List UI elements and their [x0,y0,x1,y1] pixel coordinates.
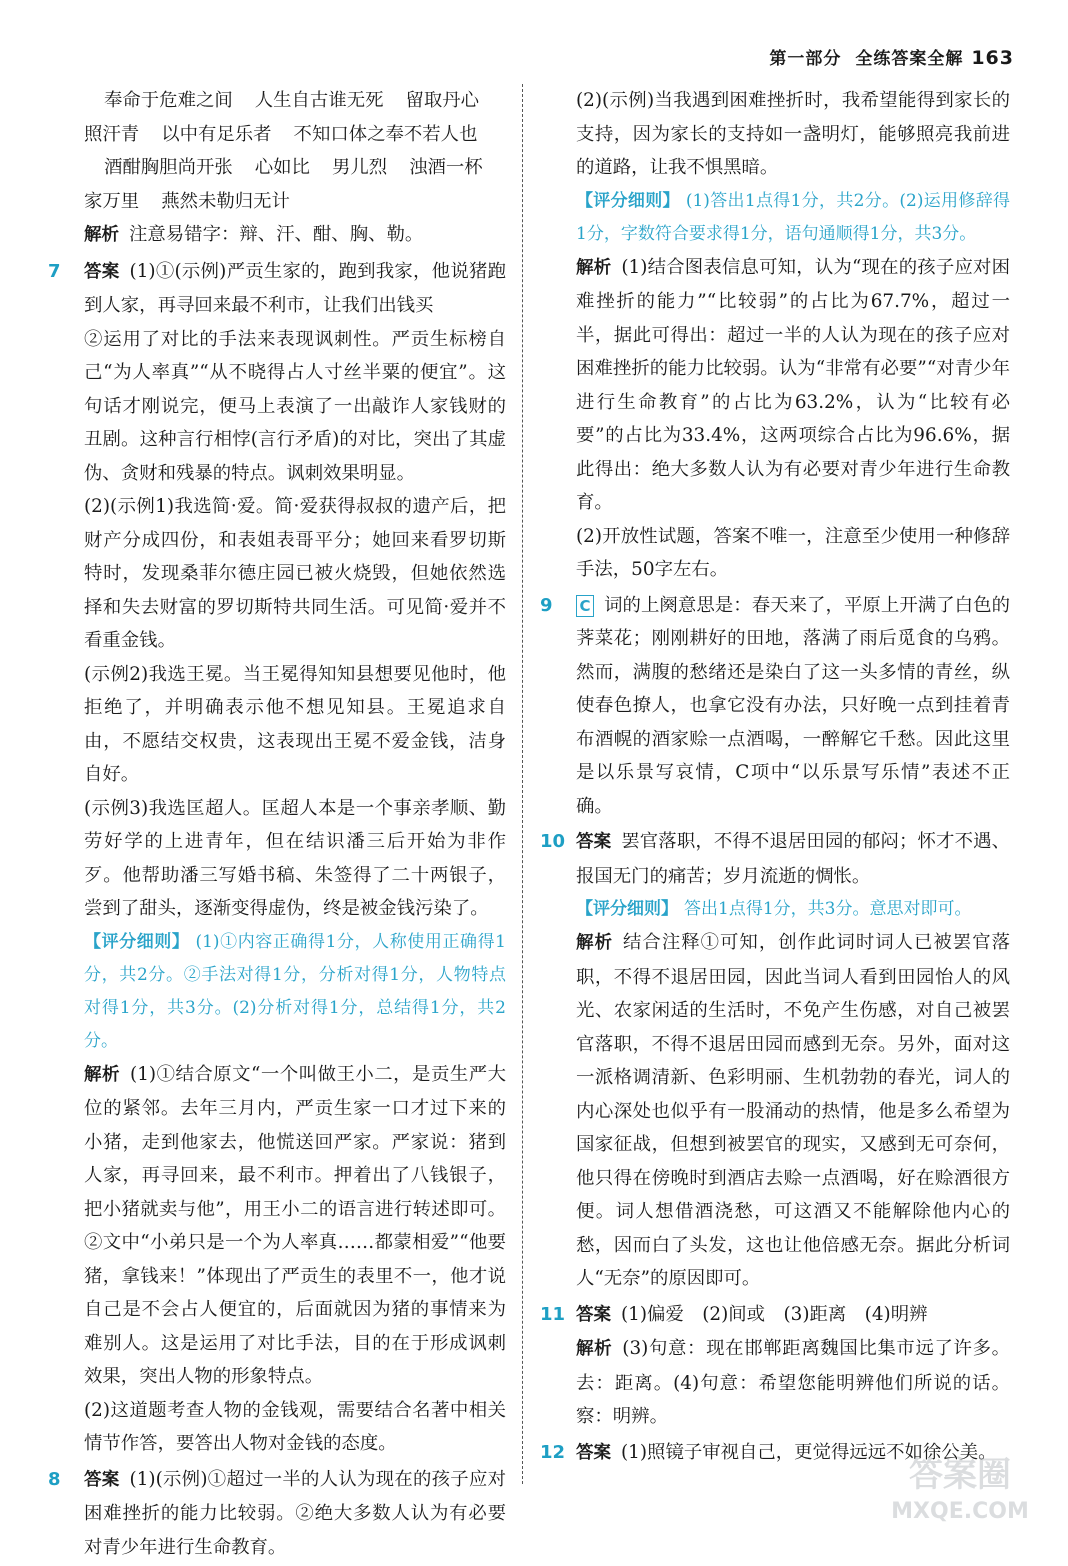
poem-item: 以中有足乐者 [161,123,272,145]
analysis-text [576,251,1010,520]
poem-item: 家万里 [84,190,140,212]
question-number: 7 [48,260,61,282]
answer-text [576,1298,1010,1333]
answer-part: (1)偏爱 (2)间或 (3)距离 (4)明辨 [621,1303,928,1325]
answer-part: (1)①(示例)严贡生家的，跑到我家，他说猪跑到人家，再寻回来最不利市，让我们出钱买 [84,260,507,316]
poem-line [84,185,506,219]
answer-label: 答案 [84,261,120,282]
analysis-text [84,1058,506,1394]
poem-line [84,151,506,185]
question-number: 12 [540,1441,566,1463]
analysis-label: 解析 [576,933,614,953]
answer-text [576,589,1010,824]
watermark-url: MXQE.COM [891,1499,1029,1524]
choice-mark: C [576,595,594,617]
grading-label: 【评分细则】 [84,931,190,952]
poem-line [84,118,506,152]
question-8-continued [540,84,1010,587]
poem-item: 不知口体之奉不若人也 [293,123,478,145]
analysis-label: 解析 [576,257,612,278]
example-3: (示例3)我选匡超人。匡超人本是一个事亲孝顺、勤劳好学的上进青年，但在结识潘三后开始为非作歹。他帮助潘三写婚书稿、朱签得了二十两银子，尝到了甜头，逐渐变得虚伪，终是被金钱污染了。 [84,797,506,919]
left-column [48,84,506,1566]
grading-rules [576,893,1010,926]
example-2: (示例2)我选王冕。当王冕得知知县想要见他时，他拒绝了，并明确表示他不想见知县。王冕追求自由，不愿结交权贵，这表现出王冕不爱金钱，洁身自好。 [84,663,506,785]
answer-part: (1)照镜子审视自己，更觉得远远不如徐公美。 [621,1441,997,1463]
question-number: 11 [540,1303,566,1325]
analysis-part: (2)开放性试题，答案不唯一，注意至少使用一种修辞手法，50字左右。 [576,525,1010,580]
grading-label: 【评分细则】 [576,899,678,919]
poem-item: 酒酣胸胆尚开张 [104,157,233,178]
grading-text: (1)答出1点得1分，共2分。(2)运用修辞得1分，字数符合要求得1分，语句通顺得1分，共3分。 [576,190,1011,244]
analysis-label: 解析 [84,225,119,245]
right-column [540,84,1010,1472]
question-number: 8 [48,1468,61,1490]
analysis-text [576,926,1010,1296]
answer-text [576,825,1010,893]
poem-line [84,84,506,118]
question-10 [540,825,1010,1296]
answer-label: 答案 [84,1469,120,1490]
analysis-part: 结合注释①可知，创作此词时词人已被罢官落职，不得不退居田园，因此当词人看到田园怡人的风光、农家闲适的生活时，不免产生伤感，对自己被罢官落职，不得不退居田园而感到无奈。另外，面对这一派格调清新、色彩明丽、生机勃勃的春光，词人的内心深处也似乎有一股涌动的热情，他是多么希望为国家征战，但想到被罢官的现实，又感到无可奈何，他只得在傍晚时到酒店去赊一点酒喝，好在赊酒很方便。词人想借酒浇愁，可这酒又不能解除他内心的愁，因而白了头发，这也让他倍感无奈。据此分析词人“无奈”的原因即可。 [576,932,1010,1289]
poem-item: 燕然未勒归无计 [161,190,290,212]
watermark-logo [860,1448,1060,1528]
analysis-part: (3)句意：现在邯郸距离魏国比集市远了许多。去：距离。(4)句意：希望您能明辨他们所说的话。察：明辨。 [576,1338,1010,1427]
grading-text: 答出1点得1分，共3分。意思对即可。 [684,899,972,919]
poem-item: 浊酒一杯 [409,157,483,178]
grading-rules [84,926,506,1058]
grading-text: (1)①内容正确得1分，人称使用正确得1分，共2分。②手法对得1分，分析对得1分，人物特点对得1分，共3分。(2)分析对得1分，总结得1分，共2分。 [84,931,506,1051]
analysis-label: 解析 [84,1064,121,1085]
answer-label: 答案 [576,1442,611,1463]
answer-part: (2)(示例)当我遇到困难挫折时，我希望能得到家长的支持，因为家长的支持如一盏明灯，能够照亮我前进的道路，让我不惧黑暗。 [576,90,1010,178]
poem-item: 照汗青 [84,123,140,145]
poem-item: 留取丹心 [405,90,480,111]
answer-part: (1)(示例)①超过一半的人认为现在的孩子应对困难挫折的能力比较弱。②绝大多数人认为有必要对青少年进行生命教育。 [84,1468,506,1558]
answer-label: 答案 [576,832,612,852]
question-number: 9 [540,594,553,616]
poem-analysis [84,218,506,253]
page-number: 163 [971,47,1014,69]
answer-explanation: 词的上阕意思是：春天来了，平原上开满了白色的荠菜花；刚刚耕好的田地，落满了雨后觅食的乌鸦。然而，满腹的愁绪还是染白了这一头多情的青丝，纵使春色撩人，也拿它没有办法，只好晚一点到挂着青布酒幌的酒家赊一点酒喝，一醉解它千愁。因此这里是以乐景写哀情，C项中“以乐景写乐情”表述不正确。 [576,594,1010,817]
poem-item: 人生自古谁无死 [254,90,384,111]
watermark-title: 答案圈 [909,1455,1011,1495]
answer-text [84,1463,506,1565]
answer-label: 答案 [576,1304,611,1325]
header-title: 全练答案全解 [855,49,964,69]
analysis-part: (2)这道题考查人物的金钱观，需要结合名著中相关情节作答，要答出人物对金钱的态度。 [84,1399,506,1454]
question-number: 10 [540,831,566,852]
question-9 [540,589,1010,824]
answer-part: 罢官落职，不得不退居田园的郁闷；怀才不遇、报国无门的痛苦；岁月流逝的惆怅。 [576,831,1010,887]
poem-note: 注意易错字：辩、汗、酣、胸、勒。 [129,224,424,245]
grading-rules [576,185,1010,251]
poem-block [48,84,506,253]
analysis-text [576,1332,1010,1434]
question-7 [48,255,506,1461]
answer-part: ②运用了对比的手法来表现讽刺性。严贡生标榜自己“为人率真”“从不晓得占人寸丝半粟的便宜”。这句话才刚说完，便马上表演了一出敲诈人家钱财的丑剧。这种言行相悖(言行矛盾)的对比，突出了其虚伪、贪财和残暴的特点。讽刺效果明显。 [84,328,506,484]
question-11 [540,1298,1010,1434]
poem-item: 心如比 [254,157,310,178]
analysis-label: 解析 [576,1339,613,1359]
grading-label: 【评分细则】 [576,190,680,211]
column-divider [522,84,523,1484]
header-section: 第一部分 [769,49,842,69]
analysis-part: (1)结合图表信息可知，认为“现在的孩子应对困难挫折的能力”“比较弱”的占比为67.7%，超过一半，据此可得出：超过一半的人认为现在的孩子应对困难挫折的能力比较弱。认为“非常有必要”“对青少年进行生命教育”的占比为63.2%，认为“比较有必要”的占比为33.4%，这两项综合占比为96.6%，据此得出：绝大多数人认为有必要对青少年进行生命教育。 [576,256,1010,513]
example-1: (2)(示例1)我选简·爱。简·爱获得叔叔的遗产后，把财产分成四份，和表姐表哥平分；她回来看罗切斯特时，发现桑菲尔德庄园已被火烧毁，但她依然选择和失去财富的罗切斯特共同生活。可见简·爱并不看重金钱。 [84,496,506,651]
page-header [769,44,1014,69]
poem-item: 男儿烈 [331,157,388,178]
answer-text [84,255,506,323]
analysis-part: (1)①结合原文“一个叫做王小二，是贡生严大位的紧邻。去年三月内，严贡生家一口才过下来的小猪，走到他家去，他慌送回严家。严家说：猪到人家，再寻回来，最不利市。押着出了八钱银子，把小猪就卖与他”，用王小二的语言进行转述即可。②文中“小弟只是一个为人率真……都蒙相爱”“他要猪，拿钱来！”体现出了严贡生的表里不一，他才说自己是不会占人便宜的，后面就因为猪的事情来为难别人。这是运用了对比手法，目的在于形成讽刺效果，突出人物的形象特点。 [84,1063,507,1387]
poem-item: 奉命于危难之间 [104,90,233,111]
question-8 [48,1463,506,1565]
